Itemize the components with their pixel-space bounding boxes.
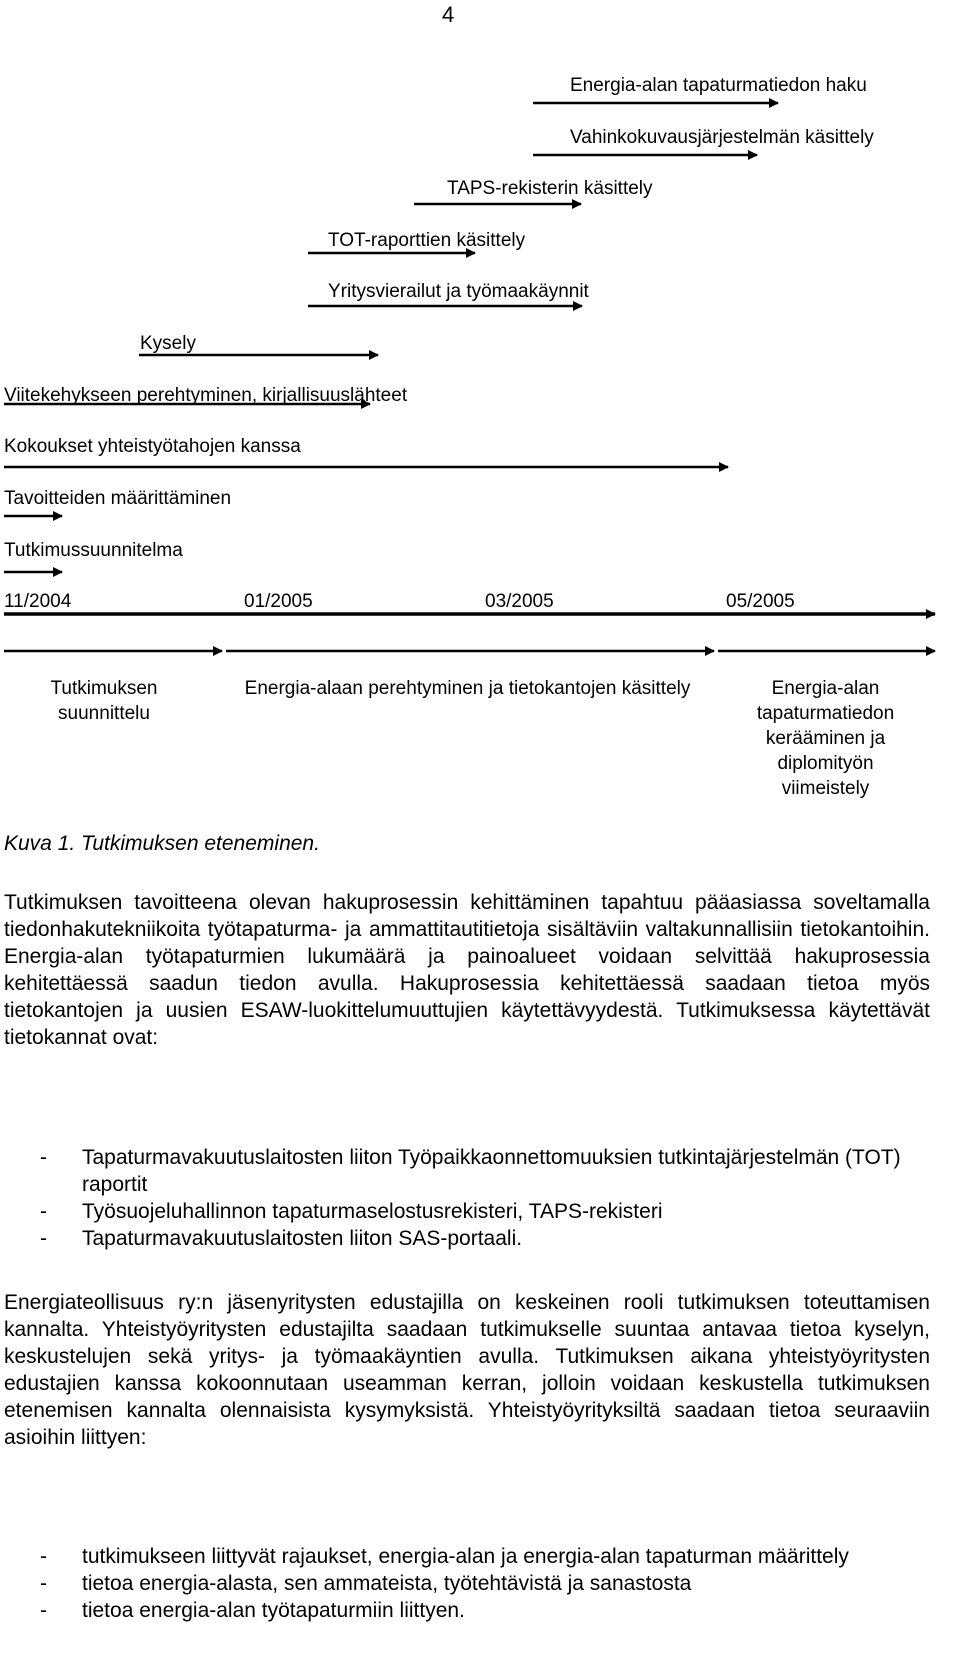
database-list <box>4 1144 930 1252</box>
list-item-text: tietoa energia-alan työtapaturmiin liittyen. <box>82 1599 465 1622</box>
list-dash: - <box>40 1572 47 1595</box>
list-dash: - <box>40 1227 47 1250</box>
list-item <box>4 1570 930 1597</box>
phase-label: Tutkimuksen suunnittelu <box>50 678 158 724</box>
list-item <box>4 1225 930 1252</box>
page-number: 4 <box>442 2 455 27</box>
task-label: Kokoukset yhteistyötahojen kanssa <box>4 436 301 457</box>
timeline-label: 03/2005 <box>485 591 554 612</box>
list-item <box>4 1198 930 1225</box>
list-item <box>4 1144 930 1198</box>
list-item <box>4 1543 930 1570</box>
phase-label: Energia-alaan perehtyminen ja tietokantojen käsittely <box>244 678 691 699</box>
list-item-text: Tapaturmavakuutuslaitosten liiton Työpaikkaonnettomuuksien tutkintajärjestelmän (TOT) raportit <box>82 1146 901 1196</box>
task-label: Tavoitteiden määrittäminen <box>4 488 232 509</box>
list-item-text: Tapaturmavakuutuslaitosten liiton SAS-portaali. <box>82 1227 523 1250</box>
task-label: Kysely <box>140 333 196 354</box>
task-label: Tutkimussuunnitelma <box>4 540 183 561</box>
topics-list <box>4 1543 930 1624</box>
list-dash: - <box>40 1545 47 1568</box>
list-item-text: tietoa energia-alasta, sen ammateista, työtehtävistä ja sanastosta <box>82 1572 692 1595</box>
list-item <box>4 1597 930 1624</box>
task-label: Vahinkokuvausjärjestelmän käsittely <box>570 127 874 148</box>
task-label: TAPS-rekisterin käsittely <box>447 178 653 199</box>
task-label: TOT-raporttien käsittely <box>328 230 526 251</box>
timeline-label: 05/2005 <box>726 591 795 612</box>
list-item-text: Työsuojeluhallinnon tapaturmaselostusrekisteri, TAPS-rekisteri <box>82 1200 663 1223</box>
body-paragraph: Tutkimuksen tavoitteena olevan hakuprosessin kehittäminen tapahtuu pääasiassa soveltamalla tiedonhakutekniikoita työtapaturma- ja ammattitautitietoja sisältäviin valtakunnallisiin tietokantoihin. Energia-alan työtapaturmien lukumäärä ja painoalueet voidaan selvittää hakuprosessia kehitettäessä saadun tiedon avulla. Hakuprosessia kehitettäessä saadaan tietoa myös tietokantojen ja uusien ESAW-luokittelumuuttujien käytettävyydestä. Tutkimuksessa käytettävät tietokannat ovat: <box>4 891 930 1049</box>
task-label: Yritysvierailut ja työmaakäynnit <box>328 281 589 302</box>
body-paragraph: Energiateollisuus ry:n jäsenyritysten edustajilla on keskeinen rooli tutkimuksen toteuttamisen kannalta. Yhteistyöyritysten edustajilta saadaan tutkimukselle suuntaa antavaa tietoa kyselyn, keskustelujen sekä yritys- ja työmaakäyntien avulla. Tutkimuksen aikana yhteistyöyritysten edustajien kanssa kokoonnutaan useamman kerran, jolloin voidaan keskustella tutkimuksen etenemisen kannalta olennaisista kysymyksistä. Yhteistyöyrityksiltä saadaan tietoa seuraaviin asioihin liittyen: <box>4 1291 930 1449</box>
list-dash: - <box>40 1599 47 1622</box>
list-item-text: tutkimukseen liittyvät rajaukset, energia-alan ja energia-alan tapaturman määrittely <box>82 1545 849 1568</box>
phase-label: Energia-alan tapaturmatiedon kerääminen ja diplomityön viimeistely <box>756 678 895 799</box>
task-label: Energia-alan tapaturmatiedon haku <box>570 75 867 96</box>
task-label: Viitekehykseen perehtyminen, kirjallisuuslähteet <box>4 385 408 406</box>
list-dash: - <box>40 1200 47 1223</box>
timeline-label: 01/2005 <box>244 591 313 612</box>
timeline-label: 11/2004 <box>4 591 72 612</box>
list-dash: - <box>40 1146 47 1169</box>
figure-caption: Kuva 1. Tutkimuksen eteneminen. <box>4 832 320 855</box>
